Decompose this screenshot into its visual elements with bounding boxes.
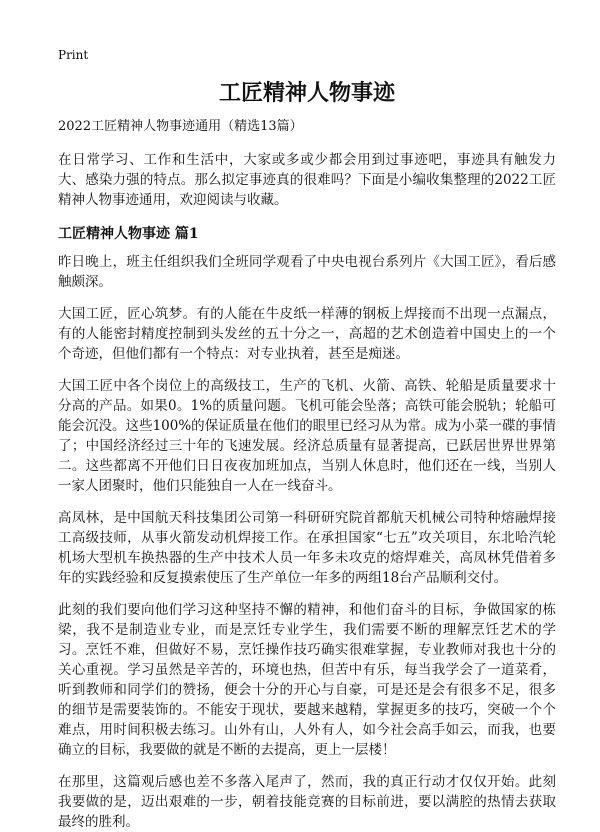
section-heading: 工匠精神人物事迹 篇1 [58, 226, 199, 242]
paragraph: 昨日晚上，班主任组织我们全班同学观看了中央电视台系列片《大国工匠》，看后感触颇深。 [58, 254, 556, 290]
paragraph: 在那里，这篇观后感也差不多落入尾声了，然而，我的真正行动才仅仅开始。此刻我要做的是，迈出艰难的一步，朝着技能竞赛的目标前进，要以满腔的热情去获取最终的胜利。 [58, 774, 556, 830]
paragraph: 大国工匠，匠心筑梦。有的人能在牛皮纸一样薄的钢板上焊接而不出现一点漏点，有的人能密封精度控制到头发丝的五十分之一，高超的艺术创造着中国史上的一个个奇迹，但他们都有一个特点：对专业执着，甚至是痴迷。 [58, 306, 556, 362]
page-title: 工匠精神人物事迹 [218, 80, 395, 106]
article-subtitle: 2022工匠精神人物事迹通用（精选13篇） [58, 119, 303, 134]
print-link[interactable]: Print [58, 48, 89, 62]
paragraph: 大国工匠中各个岗位上的高级技工，生产的飞机、火箭、高铁、轮船是质量要求十分高的产品。如果0。1%的质量问题。飞机可能会坠落；高铁可能会脱轨；轮船可能会沉没。这些100%的保证质量在他们的眼里已经习从为常。成为小菜一碟的事情了；中国经济经过三十年的飞速发展。经济总质量有显著提高，已跃居世界世界第二。这些都离不开他们日日夜夜加班加点，当别人休息时，他们还在一线，当别人一家人团聚时，他们只能独自一人在一线奋斗。 [58, 378, 556, 494]
paragraph: 此刻的我们要向他们学习这种坚持不懈的精神，和他们奋斗的目标，争做国家的栋梁，我不是制造业专业，而是烹饪专业学生，我们需要不断的理解烹饪艺术的学习。烹饪不难，但做好不易，烹饪操作技巧确实很难掌握，专业教师对我也十分的关心重视。学习虽然是辛苦的，环境也热，但苦中有乐，每当我学会了一道菜肴，听到教师和同学们的赞扬，便会十分的开心与自豪，可是还是会有很多不足，很多的细节是需要装饰的。不能安于现状，要越来越精，掌握更多的技巧，突破一个个难点，用时间积极去练习。山外有山，人外有人，如今社会高手如云，而我，也要确立的目标，我要做的就是不断的去提高，更上一层楼！ [58, 602, 556, 758]
paragraph: 高凤林，是中国航天科技集团公司第一科研研究院首都航天机械公司特种熔融焊接工高级技师，从事火箭发动机焊接工作。在承担国家“七五”攻关项目，东北哈汽轮机场大型机车换热器的生产中技术人员一年多未攻克的熔焊难关，高凤林凭借着多年的实践经验和反复摸索使压了生产单位一年多的两组18台产品顺利交付。 [58, 510, 556, 586]
intro-paragraph: 在日常学习、工作和生活中，大家或多或少都会用到过事迹吧，事迹具有触发力大、感染力强的特点。那么拟定事迹真的很难吗？下面是小编收集整理的2022工匠精神人物事迹通用，欢迎阅读与收藏。 [58, 152, 556, 208]
